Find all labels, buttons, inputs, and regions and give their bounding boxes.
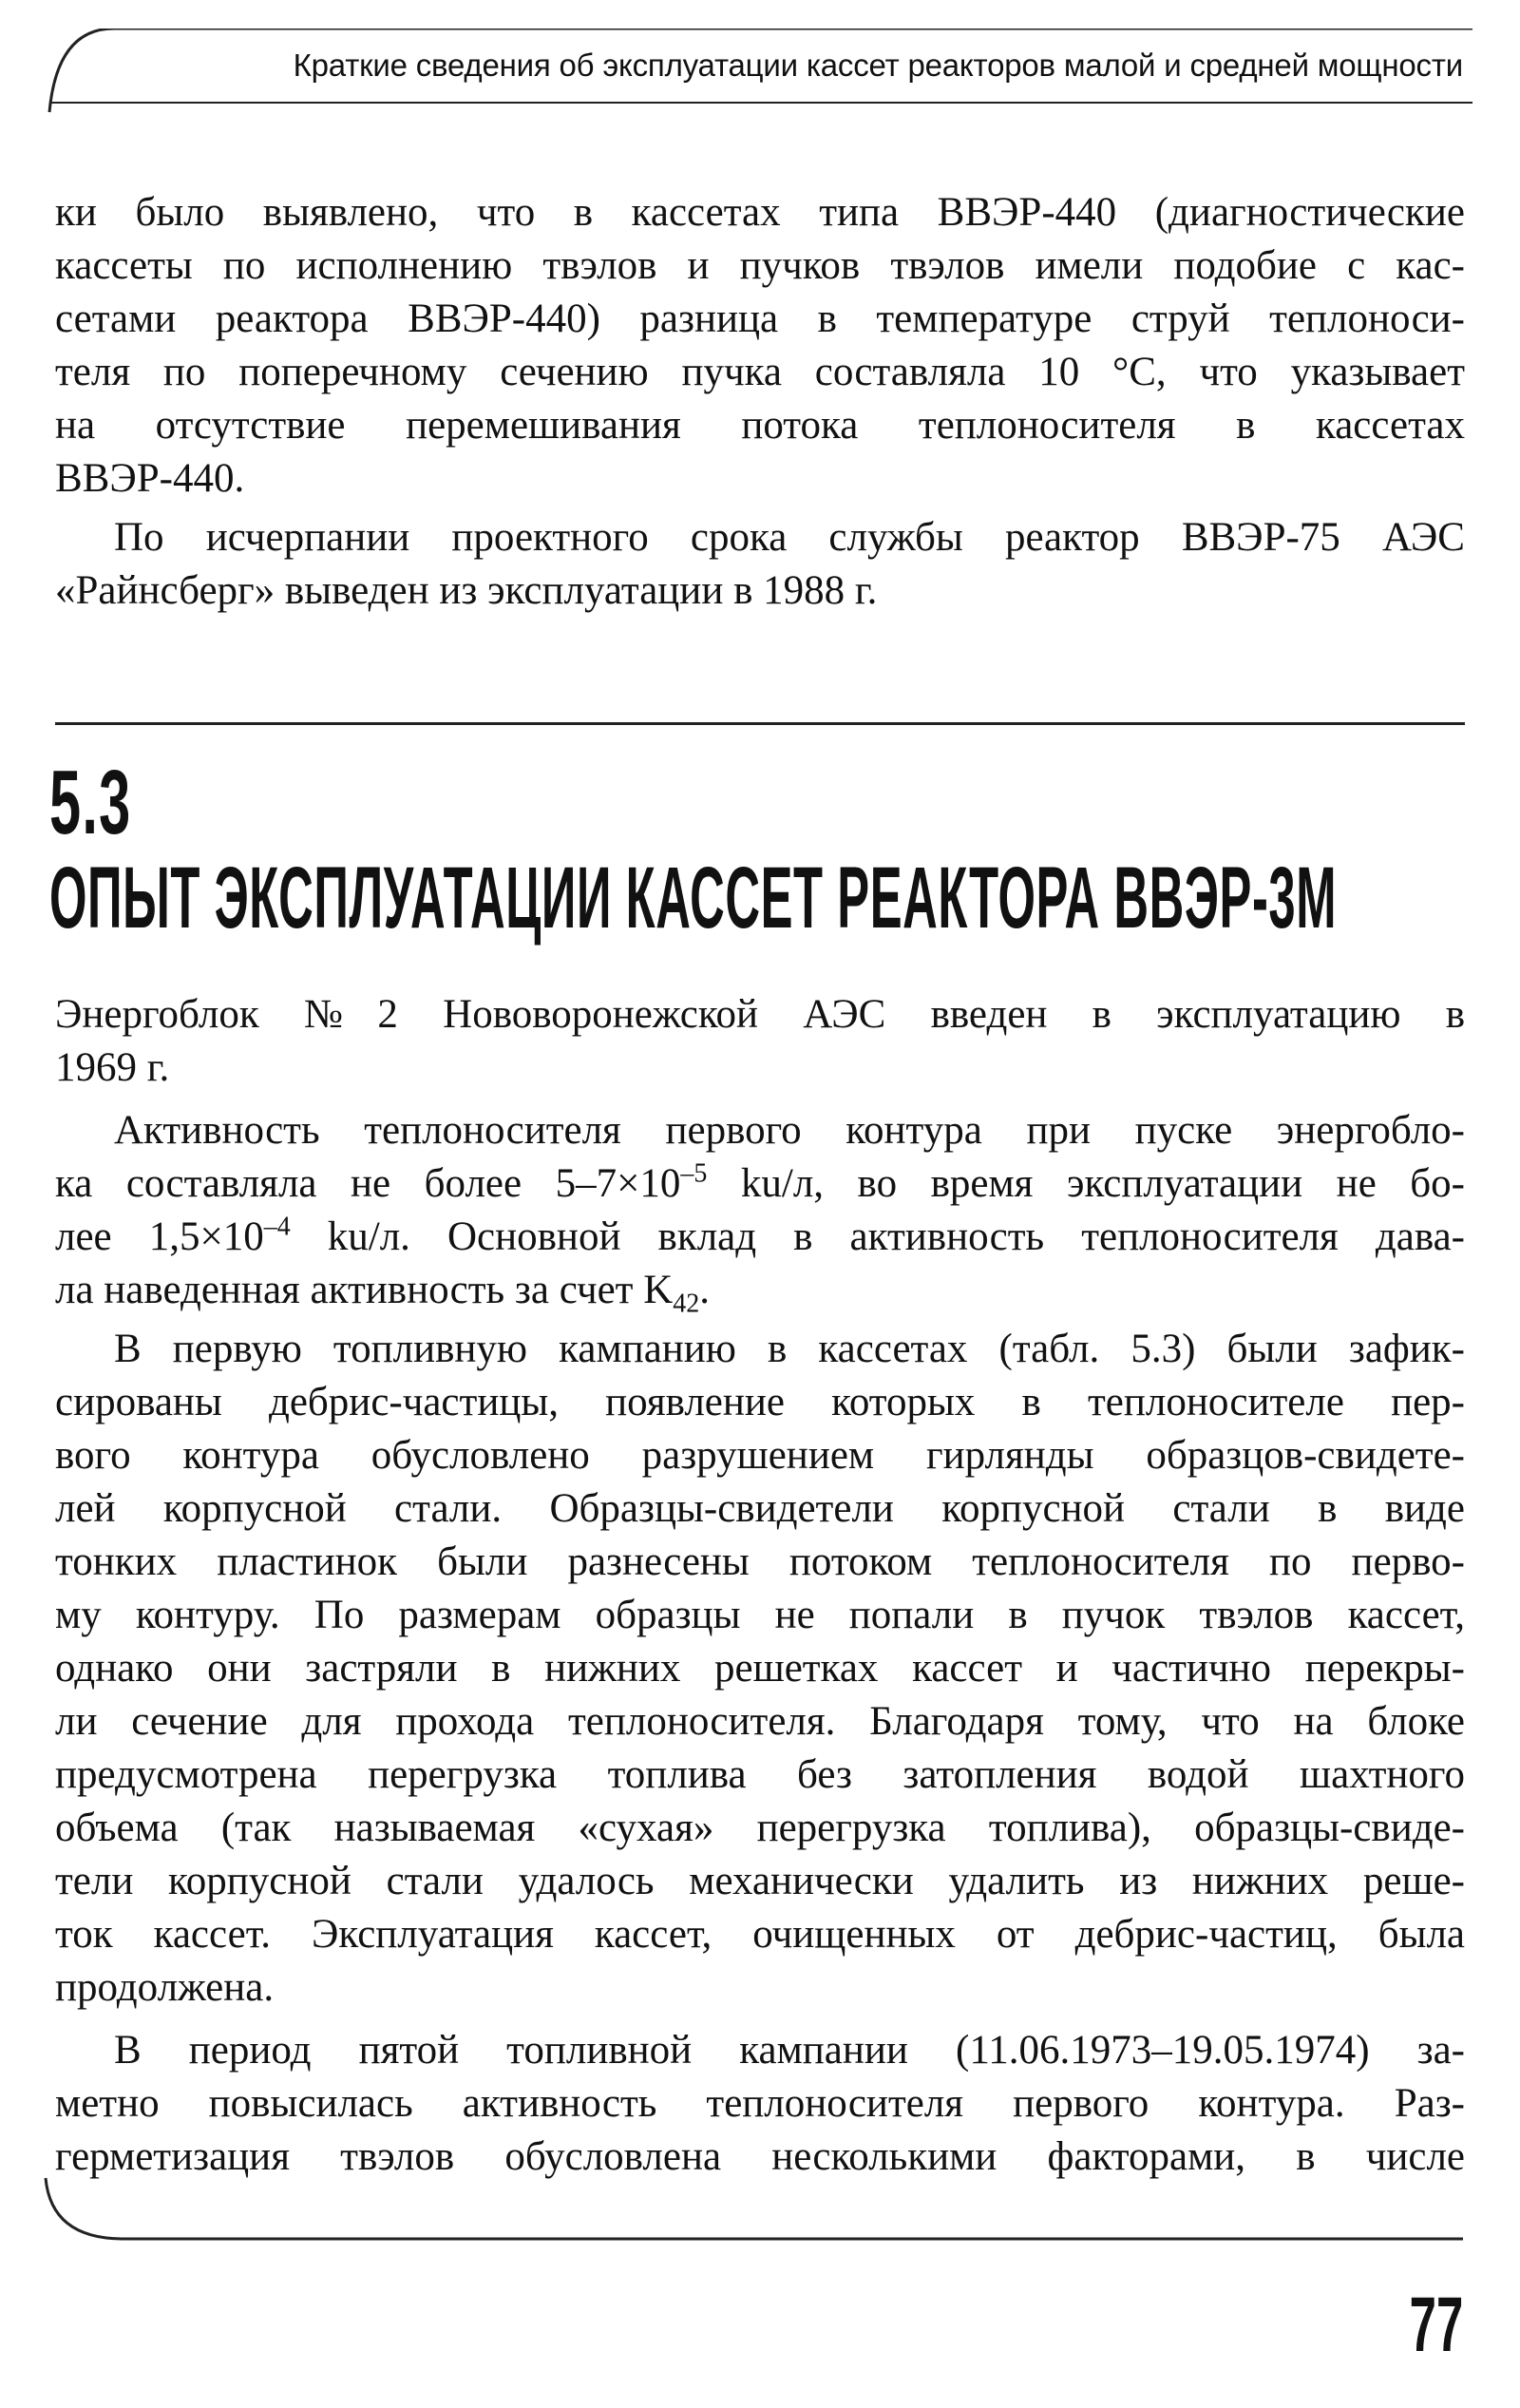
text-line: ла наведенная активность за счет $K_{42}$.	[55, 1268, 710, 1319]
text-line: В первую топливную кампанию в кассетах (табл. 5.3) были зафик-	[114, 1327, 1465, 1371]
text-line: сированы дебрис-частицы, появление которых в теплоносителе пер-	[55, 1380, 1465, 1424]
body-paragraph-3	[55, 1323, 1465, 2015]
text-line: По исчерпании проектного срока службы реактор ВВЭР-75 АЭС	[114, 515, 1465, 560]
text-line: Активность теплоносителя первого контура при пуске энергобло-	[114, 1108, 1465, 1153]
text-line: тели корпусной стали удалось механически удалить из нижних реше-	[55, 1859, 1465, 1903]
page-number: 77	[1409, 2282, 1463, 2368]
text-line: ки было выявлено, что в кассетах типа ВВЭР-440 (диагностические	[55, 190, 1465, 235]
text-line: кассеты по исполнению твэлов и пучков твэлов имели подобие с кас-	[55, 243, 1465, 288]
body-paragraph-2	[55, 1104, 1465, 1317]
section-rule	[55, 722, 1465, 725]
text-line: однако они застряли в нижних решетках кассет и частично перекры-	[55, 1646, 1465, 1691]
text-line: на отсутствие перемешивания потока теплоносителя в кассетах	[55, 403, 1465, 448]
text-line: ка составляла не более $5-7\times 10^{-5}$ ku/л, во время эксплуатации не бо-	[55, 1158, 1465, 1206]
running-header: Краткие сведения об эксплуатации кассет реакторов малой и средней мощности	[293, 48, 1463, 83]
text-line: «Райнсберг» выведен из эксплуатации в 1988 г.	[55, 568, 878, 613]
text-line: ВВЭР-440.	[55, 456, 245, 501]
text-line: лей корпусной стали. Образцы-свидетели корпусной стали в виде	[55, 1486, 1465, 1531]
text-line: метно повысилась активность теплоносителя первого контура. Раз-	[55, 2081, 1465, 2126]
text-line: объема (так называемая «сухая» перегрузка топлива), образцы-свиде-	[55, 1806, 1465, 1850]
text-line: герметизация твэлов обусловлена несколькими факторами, в числе	[55, 2134, 1465, 2179]
text-line: лее $1,5\times 10^{-4}$ ku/л. Основной вклад в активность теплоносителя дава-	[55, 1212, 1465, 1259]
text-line: ли сечение для прохода теплоносителя. Благодаря тому, что на блоке	[55, 1699, 1465, 1744]
body-paragraph-4	[55, 2024, 1465, 2184]
section-number: 5.3	[49, 752, 132, 853]
text-line: тонких пластинок были разнесены потоком теплоносителя по перво-	[55, 1539, 1465, 1584]
intro-paragraph-1	[55, 186, 1465, 506]
text-line: сетами реактора ВВЭР-440) разница в температуре струй теплоноси-	[55, 296, 1465, 341]
body-paragraph-1	[55, 988, 1465, 1095]
text-line: В период пятой топливной кампании (11.06.1973–19.05.1974) за-	[114, 2028, 1465, 2073]
section-title: ОПЫТ ЭКСПЛУАТАЦИИ КАССЕТ РЕАКТОРА ВВЭР-3М	[49, 850, 1338, 946]
footer-frame-line	[38, 2176, 1482, 2262]
intro-paragraph-2	[55, 511, 1465, 618]
text-line: предусмотрена перегрузка топлива без затопления водой шахтного	[55, 1752, 1465, 1797]
text-line: вого контура обусловлено разрушением гирлянды образцов-свидете-	[55, 1433, 1465, 1478]
text-line: продолжена.	[55, 1965, 275, 2010]
text-line: му контуру. По размерам образцы не попали в пучок твэлов кассет,	[55, 1593, 1465, 1637]
text-line: теля по поперечному сечению пучка составляла 10 °С, что указывает	[55, 350, 1465, 394]
text-line: Энергоблок №2 Нововоронежской АЭС введен в эксплуатацию в	[55, 992, 1465, 1037]
text-line: ток кассет. Эксплуатация кассет, очищенных от дебрис-частиц, была	[55, 1912, 1465, 1957]
text-line: 1969 г.	[55, 1045, 170, 1090]
